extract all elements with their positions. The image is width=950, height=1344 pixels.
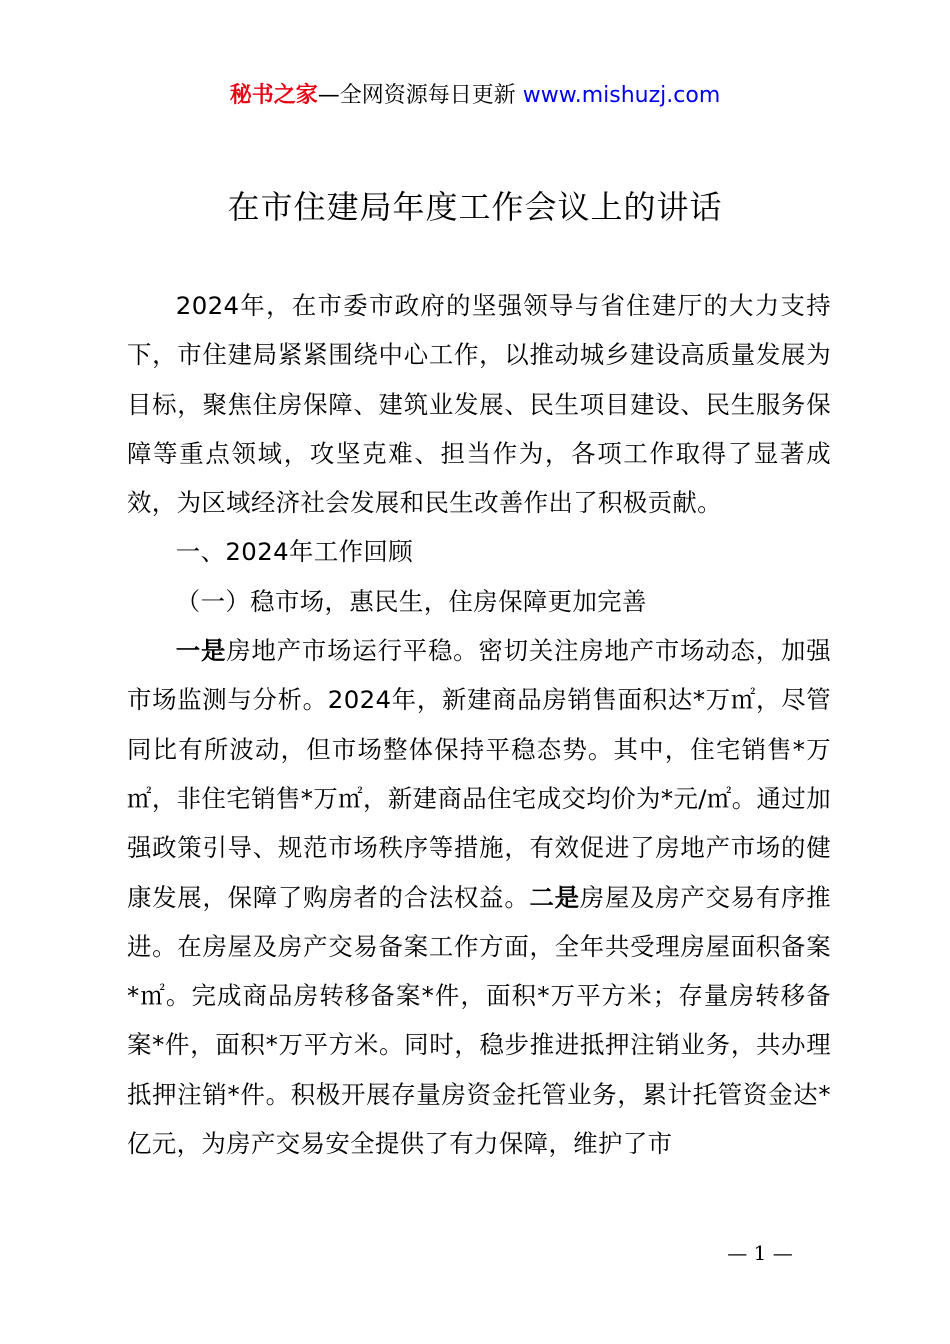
header-tagline: —全网资源每日更新 [317, 83, 523, 108]
point-text-1: 房地产市场运行平稳。密切关注房地产市场动态，加强市场监测与分析。2024年，新建商品房销售面积达*万㎡，尽管同比有所波动，但市场整体保持平稳态势。其中，住宅销售*万㎡，非住宅销售*万㎡，新建商品住宅成交均价为*元/㎡。通过加强政策引导、规范市场秩序等措施，有效促进了房地产市场的健康发展，保障了购房者的合法权益。 [127, 636, 831, 912]
content-paragraph [127, 626, 831, 1168]
intro-paragraph: 2024年，在市委市政府的坚强领导与省住建厅的大力支持下，市住建局紧紧围绕中心工作，以推动城乡建设高质量发展为目标，聚焦住房保障、建筑业发展、民生项目建设、民生服务保障等重点领域，攻坚克难、担当作为，各项工作取得了显著成效，为区域经济社会发展和民生改善作出了积极贡献。 [127, 291, 831, 518]
subsection-heading: （一）稳市场，惠民生，住房保障更加完善 [175, 586, 647, 616]
website-link[interactable]: www.mishuzj.com [522, 83, 721, 108]
page-number: — 1 — [727, 1241, 793, 1265]
site-header [0, 80, 950, 112]
section-heading: 一、2024年工作回顾 [175, 537, 414, 567]
point-text-2: 房屋及房产交易有序推进。在房屋及房产交易备案工作方面，全年共受理房屋面积备案*㎡。完成商品房转移备案*件，面积*万平方米；存量房转移备案*件，面积*万平方米。同时，稳步推进抵押注销业务，共办理抵押注销*件。积极开展存量房资金托管业务，累计托管资金达*亿元，为房产交易安全提供了有力保障，维护了市 [127, 882, 831, 1159]
point-marker-1: 一是 [175, 636, 227, 666]
point-marker-2: 二是 [529, 882, 580, 912]
document-body [127, 281, 831, 1168]
document-title: 在市住建局年度工作会议上的讲话 [227, 188, 723, 226]
brand-name: 秘书之家 [229, 83, 318, 108]
